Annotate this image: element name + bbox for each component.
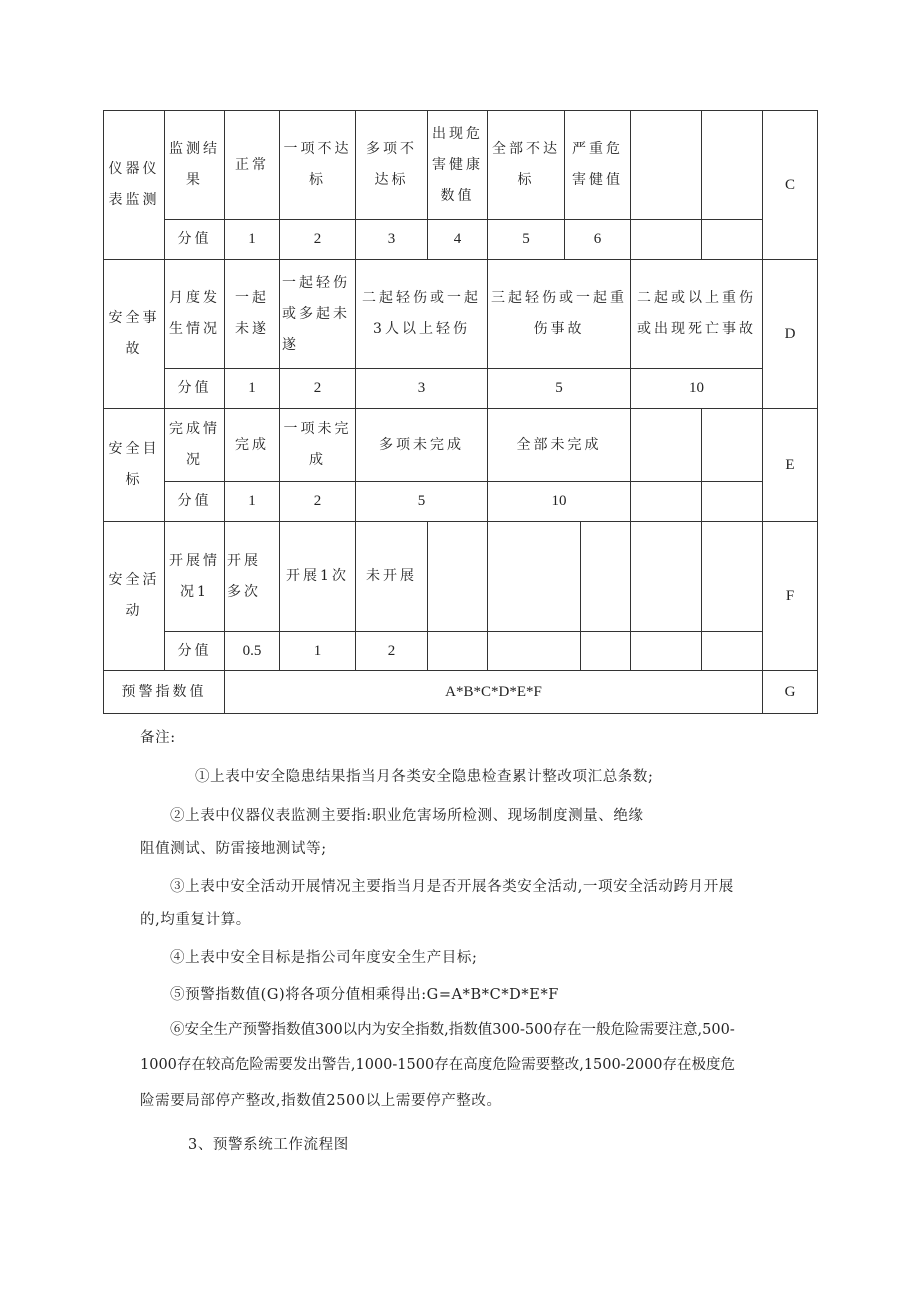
level-cell: 正常	[225, 111, 280, 220]
empty-cell	[631, 220, 702, 260]
table-row	[104, 111, 818, 220]
index-label: 预警指数值	[104, 671, 225, 714]
score-cell: 5	[356, 482, 488, 522]
level-cell: 严重危害健值	[565, 111, 631, 220]
level-cell: 二起轻伤或一起3人以上轻伤	[356, 260, 488, 369]
score-cell: 1	[225, 220, 280, 260]
level-cell: 一项不达标	[280, 111, 356, 220]
score-cell: 2	[280, 482, 356, 522]
level-cell: 全部不达标	[488, 111, 565, 220]
level-cell: 一起未遂	[225, 260, 280, 369]
score-cell: 10	[631, 369, 763, 409]
table-row	[104, 632, 818, 671]
category-cell: 安全活动	[104, 522, 165, 671]
empty-cell	[702, 522, 763, 632]
item-cell: 完成情况	[165, 409, 225, 482]
empty-cell	[488, 522, 581, 632]
table-row	[104, 522, 818, 632]
empty-cell	[581, 632, 631, 671]
level-cell: 二起或以上重伤或出现死亡事故	[631, 260, 763, 369]
level-cell: 多项未完成	[356, 409, 488, 482]
level-cell: 多项不达标	[356, 111, 428, 220]
empty-cell	[702, 409, 763, 482]
note-6: ⑥安全生产预警指数值300以内为安全指数,指数值300-500存在一般危险需要注意,500-	[170, 1022, 735, 1038]
score-label: 分值	[165, 632, 225, 671]
item-cell: 月度发生情况	[165, 260, 225, 369]
score-cell: 5	[488, 369, 631, 409]
warning-index-table	[103, 110, 818, 714]
level-cell: 完成	[225, 409, 280, 482]
score-label: 分值	[165, 482, 225, 522]
score-cell: 10	[488, 482, 631, 522]
empty-cell	[631, 632, 702, 671]
level-cell: 开展多次	[225, 522, 280, 632]
code-cell: C	[763, 111, 818, 260]
level-cell: 全部未完成	[488, 409, 631, 482]
code-cell: D	[763, 260, 818, 409]
empty-cell	[631, 111, 702, 220]
table-row	[104, 369, 818, 409]
empty-cell	[702, 111, 763, 220]
note-2: ②上表中仪器仪表监测主要指:职业危害场所检测、现场制度测量、绝缘	[170, 808, 644, 824]
empty-cell	[631, 409, 702, 482]
score-cell: 2	[280, 369, 356, 409]
score-cell: 6	[565, 220, 631, 260]
category-cell: 仪器仪表监测	[104, 111, 165, 260]
empty-cell	[631, 522, 702, 632]
table-row	[104, 220, 818, 260]
score-label: 分值	[165, 369, 225, 409]
table-row	[104, 260, 818, 369]
note-6-cont: 1000存在较高危险需要发出警告,1000-1500存在高度危险需要整改,1500-2000存在极度危	[140, 1057, 736, 1073]
category-cell: 安全事故	[104, 260, 165, 409]
note-3-cont: 的,均重复计算。	[140, 912, 251, 928]
empty-cell	[631, 482, 702, 522]
score-cell: 0.5	[225, 632, 280, 671]
level-cell: 一起轻伤或多起未遂	[280, 260, 356, 369]
code-cell: F	[763, 522, 818, 671]
score-cell: 3	[356, 369, 488, 409]
note-2-cont: 阻值测试、防雷接地测试等;	[140, 841, 327, 857]
item-cell: 开展情况1	[165, 522, 225, 632]
empty-cell	[581, 522, 631, 632]
score-cell: 1	[280, 632, 356, 671]
table-row	[104, 409, 818, 482]
empty-cell	[488, 632, 581, 671]
code-cell: G	[763, 671, 818, 714]
table-row	[104, 482, 818, 522]
note-6-cont: 险需要局部停产整改,指数值2500以上需要停产整改。	[140, 1093, 502, 1109]
table-row	[104, 671, 818, 714]
note-1: ①上表中安全隐患结果指当月各类安全隐患检查累计整改项汇总条数;	[195, 769, 654, 785]
score-label: 分值	[165, 220, 225, 260]
level-cell: 未开展	[356, 522, 428, 632]
level-cell: 一项未完成	[280, 409, 356, 482]
empty-cell	[428, 632, 488, 671]
code-cell: E	[763, 409, 818, 522]
item-cell: 监测结果	[165, 111, 225, 220]
score-cell: 3	[356, 220, 428, 260]
note-3: ③上表中安全活动开展情况主要指当月是否开展各类安全活动,一项安全活动跨月开展	[170, 879, 734, 895]
score-cell: 1	[225, 482, 280, 522]
level-cell: 出现危害健康数值	[428, 111, 488, 220]
score-cell: 4	[428, 220, 488, 260]
score-cell: 2	[356, 632, 428, 671]
category-cell: 安全目标	[104, 409, 165, 522]
empty-cell	[702, 482, 763, 522]
empty-cell	[702, 220, 763, 260]
note-5: ⑤预警指数值(G)将各项分值相乘得出:G=A*B*C*D*E*F	[170, 987, 559, 1003]
section-heading: 3、预警系统工作流程图	[188, 1137, 349, 1153]
index-formula: A*B*C*D*E*F	[225, 671, 763, 714]
empty-cell	[702, 632, 763, 671]
level-cell: 开展1次	[280, 522, 356, 632]
score-cell: 1	[225, 369, 280, 409]
note-4: ④上表中安全目标是指公司年度安全生产目标;	[170, 950, 478, 966]
score-cell: 5	[488, 220, 565, 260]
level-cell: 三起轻伤或一起重伤事故	[488, 260, 631, 369]
empty-cell	[428, 522, 488, 632]
notes-title: 备注:	[140, 730, 176, 746]
score-cell: 2	[280, 220, 356, 260]
